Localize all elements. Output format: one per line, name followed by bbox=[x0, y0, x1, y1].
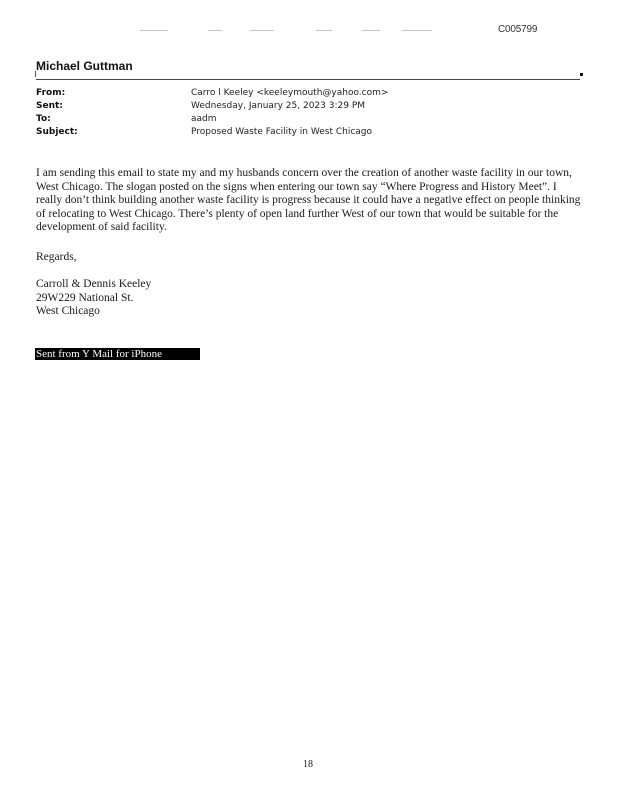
email-body bbox=[36, 167, 582, 235]
header-label: Sent: bbox=[36, 101, 63, 111]
sent-from-line: Sent from Y Mail for iPhone bbox=[35, 348, 200, 360]
bates-number: C005799 bbox=[498, 24, 538, 35]
signature-line-address: 29W229 National St. bbox=[36, 291, 134, 304]
header-from-value: Carro l Keeley <keeleymouth@yahoo.com> bbox=[191, 88, 389, 98]
email-closing: Regards, bbox=[36, 251, 77, 263]
email-body-paragraph: I am sending this email to state my and my husbands concern over the creation of another waste facility in our town, West Chicago. The slogan posted on the signs when entering our town say “Where Progress and History Meet”. I really don’t think building another waste facility is progress because it could have a negative effect on people thinking of relocating to West Chicago. There’s plenty of open land further West of our town that would be suitable for the development of said facility. bbox=[36, 167, 581, 234]
header-label: Subject: bbox=[36, 127, 78, 137]
header-label: From: bbox=[36, 88, 66, 98]
signature-line-city: West Chicago bbox=[36, 305, 100, 318]
header-to-value: aadm bbox=[191, 114, 217, 124]
header-label: To: bbox=[36, 114, 51, 124]
scan-dot bbox=[580, 73, 583, 76]
scan-header-marks bbox=[140, 30, 440, 34]
page-number: 18 bbox=[303, 759, 313, 770]
header-sent-value: Wednesday, January 25, 2023 3:29 PM bbox=[191, 101, 366, 111]
signature-line-name: Carroll & Dennis Keeley bbox=[36, 278, 152, 290]
email-signature bbox=[36, 278, 151, 319]
header-subject-value: Proposed Waste Facility in West Chicago bbox=[191, 127, 373, 137]
mailbox-owner-name: Michael Guttman bbox=[36, 59, 133, 73]
header-divider bbox=[36, 79, 580, 80]
